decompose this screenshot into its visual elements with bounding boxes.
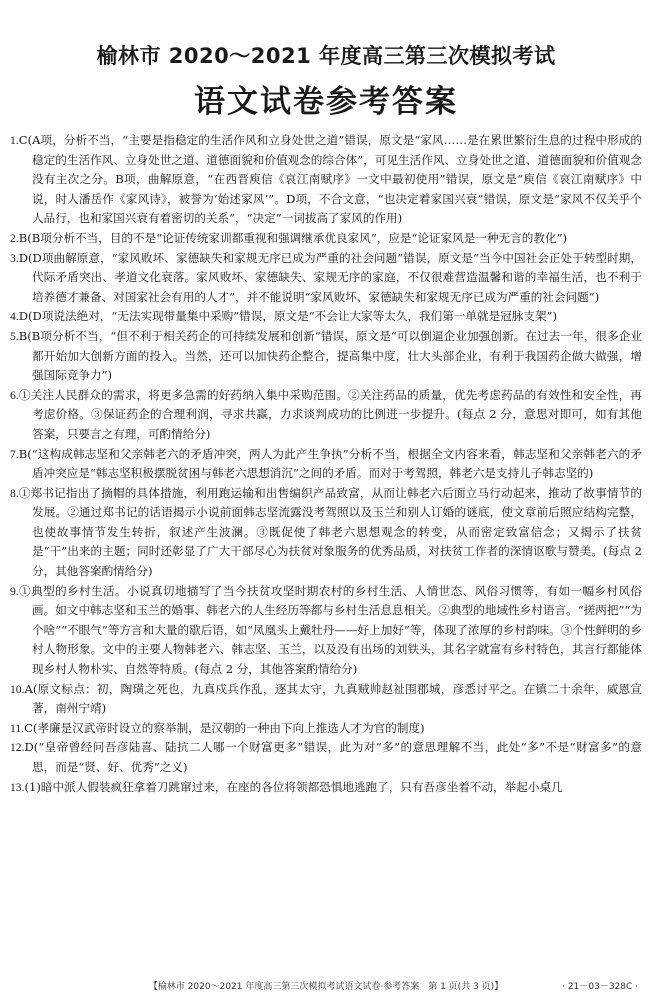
answer-number: 8. [10,486,19,500]
answer-item [10,386,642,445]
answer-text: B(“这构成韩志坚和父亲韩老六的矛盾冲突，两人为此产生争执”分析不当，根据全文内容来看，韩志坚和父亲韩老六的矛盾冲突应是“韩志坚积极摆脱贫困与韩老六思想消沉”之间的矛盾。而对于考驾照，韩老六是支持儿子韩志坚的) [18,446,642,481]
answer-text: D(D项说法绝对，“无法实现带量集中采购”错误，原文是“不会让大家等太久，我们第一单就是冠脉支架”) [18,309,557,324]
answer-item [10,719,642,739]
answer-text: D(“皇帝曾经问吾彦陆喜、陆抗二人哪一个财富更多”错误，此为对“多”的意思理解不当，此处“多”不是“财富多”的意思，而是“贤、好、优秀”之义) [24,740,642,774]
answer-number: 4. [10,310,19,324]
answer-text: ①郑书记指出了摘帽的具体措施，利用跑运输和出售编织产品致富，从而让韩老六后面立马行动起来，推动了故事情节的发展。②通过郑书记的话语揭示小说前面韩志坚流露没考驾照以及玉兰和别人订婚的谜底，使文章前后照应结构完整，也使故事情节发生转折，叙述产生波澜。③既促使了韩老六思想观念的转变，从而密定致富信念；又揭示了扶贫是“干”出来的主题；同时还彰显了广大干部尽心为扶贫对象服务的优秀品质，对扶贫工作者的深情讴歌与赞美。(每点 2 分，其他答案酌情给分) [18,485,642,579]
answer-text: C(孝廉是汉武帝时设立的察举制，是汉朝的一种由下向上推选人才为官的制度) [24,720,425,735]
answer-text: D(D项曲解原意，“家风败坏、家德缺失和家规无序已成为严重的社会问题”错误，原文是“当今中国社会正处于转型时期，代际矛盾突出、孝道文化衰落。家风败坏、家德缺失、家规无序的家庭，不仅很难营造温馨和谐的幸福生活，也不利于培养德才兼备、对国家社会有用的人才”，并不能说明“家风败坏、家德缺失和家规无序已成为严重的社会问题”) [18,250,642,304]
answer-text: B(B项分析不当，目的不是“论证传统家训都重视和强调继承优良家风”，应是“论证家风是一种无言的教化”) [18,230,568,245]
answer-text: C(A项，分析不当，“主要是指稳定的生活作风和立身处世之道”错误，原文是“家风……是在累世繁衍生息的过程中形成的稳定的生活作风、立身处世之道、道德面貌和价值观念的综合体”，可见生活作风、立身处世之道、道德面貌和价值观念没有主次之分。B项，曲解原意，“在西晋庾信《哀江南赋序》一文中最初使用”错误，原文是“庾信《哀江南赋序》中说，时人潘岳作《家风诗》，被誉为‘始述家风’”。D项，不合文意，“也决定着家国兴衰”错误，原文是“家风不仅关乎个人品行，也和家国兴衰有着密切的关系”，“决定”一词拔高了家风的作用) [18,133,642,226]
answer-number: 1. [10,134,19,147]
answer-number: 7. [10,447,19,461]
answer-item [10,778,642,798]
answer-text: ①关注人民群众的需求，将更多急需的好药纳入集中采购范围。②关注药品的质量，优先考虑药品的有效性和安全性，再考虑价格。③保证药企的合理利润，寻求共赢，力求谈判成功的比例进一步提升。(每点 2 分，意思对即可，如有其他答案，只要言之有理，可酌情给分) [18,387,642,441]
answer-item [10,249,642,308]
answer-number: 13. [10,780,25,794]
answer-number: 11. [10,721,25,735]
answer-number: 2. [10,231,19,245]
document-title: 语文试卷参考答案 [194,84,458,120]
answer-item [10,445,642,484]
answer-number: 5. [10,329,19,343]
answer-text: A(原文标点：初，陶璜之死也，九真戍兵作乱，逐其太守，九真贼帅赵祉围郡城，彦悉讨平之。在镇二十余年，威恩宣著，南州宁靖) [24,681,642,716]
answer-item [10,582,642,680]
answer-text: ①典型的乡村生活。小说真切地描写了当今扶贫攻坚时期农村的乡村生活、人情世态、风俗习惯等，有如一幅乡村风俗画。如文中韩志坚和玉兰的婚事、韩老六的人生经历等都与乡村生活息息相关。②典型的地域性乡村语言。“搓两把”“为个啥”“不眼气”等方言和大量的歇后语，如“凤凰头上戴牡丹——好上加好”等，体现了浓厚的乡村韵味。③个性鲜明的乡村人物形象。文中的主要人物韩老六、韩志坚、玉兰，以及没有出场的刘铁头，其名字就富有乡村特色，其言行都能体现乡村人物朴实、自然等特质。(每点 2 分，其他答案酌情给分) [18,583,642,677]
answer-text: B(B项分析不当，“但不利于相关药企的可持续发展和创新”错误，原文是“可以倒逼企业加强创新。在过去一年，很多企业都开始加大创新方面的投入。当然，还可以加快药企整合，提高集中度，壮大头部企业，有利于我国药企做大做强，增强国际竞争力”) [18,328,642,383]
footer-exam-code: · 21－03－328C · [562,982,638,992]
answer-list [10,131,642,797]
exam-title: 榆林市 2020～2021 年度高三第三次模拟考试 [96,44,556,68]
answer-item [10,307,642,327]
answer-item [10,327,642,386]
answer-number: 6. [10,388,19,402]
answer-number: 3. [10,251,19,265]
answer-item [10,484,642,582]
answer-item [10,680,642,719]
answer-number: 12. [10,741,25,755]
answer-item [10,738,642,777]
answer-item [10,131,642,229]
answer-text: (1)暗中派人假装疯狂拿着刀跳窜过来，在座的各位将领都恐惧地逃跑了，只有吾彦坐着不动，举起小桌几 [24,779,563,794]
answer-number: 9. [10,584,19,598]
answer-item [10,229,642,249]
answer-number: 10. [10,682,25,696]
footer-page-info: 【榆林市 2020～2021 年度高三第三次模拟考试语文试卷·参考答案 第 1 页(共 3 页)】 [148,982,504,992]
